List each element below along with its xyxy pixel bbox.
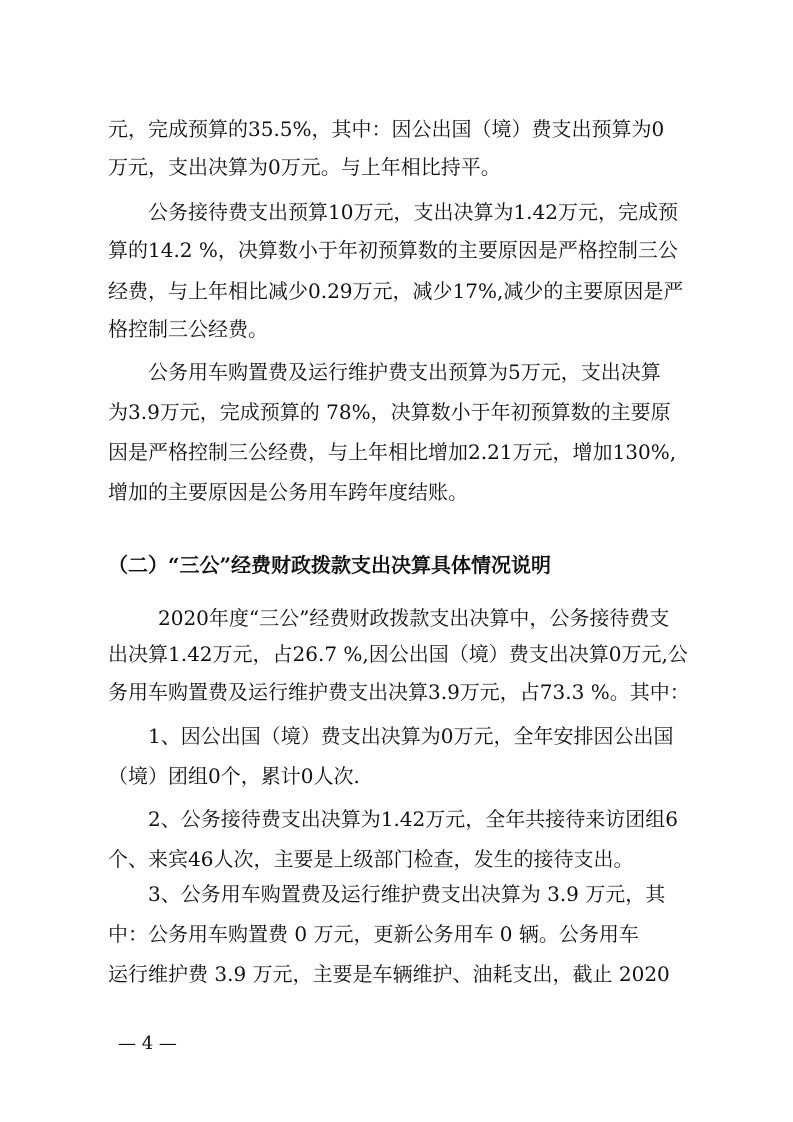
body-line-text: 2、公务接待费支出决算为1.42万元，全年共接待来访团组6 (148, 807, 678, 831)
body-line-text: 公务用车购置费及运行维护费支出预算为5万元，支出决算 (148, 360, 661, 384)
page-number-text: — 4 — (118, 1033, 177, 1054)
body-line-text: 1、因公出国（境）费支出决算为0万元，全年安排因公出国 (148, 724, 674, 748)
body-line-text: 运行维护费 3.9 万元，主要是车辆维护、油耗支出，截止 2020 (108, 962, 670, 986)
body-line-text: 经费，与上年相比减少0.29万元，减少17%,减少的主要原因是严 (108, 279, 684, 303)
body-line (0, 472, 793, 512)
body-line (0, 716, 793, 756)
body-line-text: 中：公务用车购置费 0 万元，更新公务用车 0 辆。公务用车 (108, 922, 639, 946)
body-line-text: 因是严格控制三公经费，与上年相比增加2.21万元，增加130%, (108, 440, 677, 464)
body-line (0, 109, 793, 149)
body-line-text: 2020年度“三公”经费财政拨款支出决算中，公务接待费支 (158, 606, 670, 630)
body-line (0, 839, 793, 879)
body-line (0, 147, 793, 187)
body-line (0, 352, 793, 392)
body-line-text: 个、来宾46人次，主要是上级部门检查，发生的接待支出。 (108, 847, 634, 871)
body-line-text: 务用车购置费及运行维护费支出决算3.9万元，占73.3 %。其中： (108, 680, 690, 704)
body-line (0, 598, 793, 638)
body-line (0, 192, 793, 232)
body-line (0, 230, 793, 270)
body-line (0, 432, 793, 472)
body-line (0, 634, 793, 674)
body-line-text: 公务接待费支出预算10万元，支出决算为1.42万元，完成预 (148, 200, 678, 224)
body-line (0, 756, 793, 796)
body-line (0, 392, 793, 432)
body-line (0, 954, 793, 994)
body-line-text: 元，完成预算的35.5%，其中：因公出国（境）费支出预算为0 (108, 117, 665, 141)
body-line-text: 算的14.2 %，决算数小于年初预算数的主要原因是严格控制三公 (108, 238, 678, 262)
body-line-text: 万元，支出决算为0万元。与上年相比持平。 (108, 155, 501, 179)
body-line-text: 增加的主要原因是公务用车跨年度结账。 (108, 480, 468, 504)
section-heading (0, 545, 793, 585)
section-heading-text: （二）“三公”经费财政拨款支出决算具体情况说明 (108, 553, 552, 577)
body-line (0, 914, 793, 954)
body-line-text: （境）团组0个，累计0人次. (108, 764, 360, 788)
body-line-text: 为3.9万元，完成预算的 78%，决算数小于年初预算数的主要原 (108, 400, 671, 424)
body-line-text: 出决算1.42万元，占26.7 %,因公出国（境）费支出决算0万元,公 (108, 642, 688, 666)
body-line (0, 271, 793, 311)
body-line-text: 3、公务用车购置费及运行维护费支出决算为 3.9 万元，其 (148, 882, 666, 906)
body-line (0, 799, 793, 839)
body-line (0, 309, 793, 349)
body-line (0, 874, 793, 914)
body-line (0, 672, 793, 712)
body-line-text: 格控制三公经费。 (108, 317, 268, 341)
